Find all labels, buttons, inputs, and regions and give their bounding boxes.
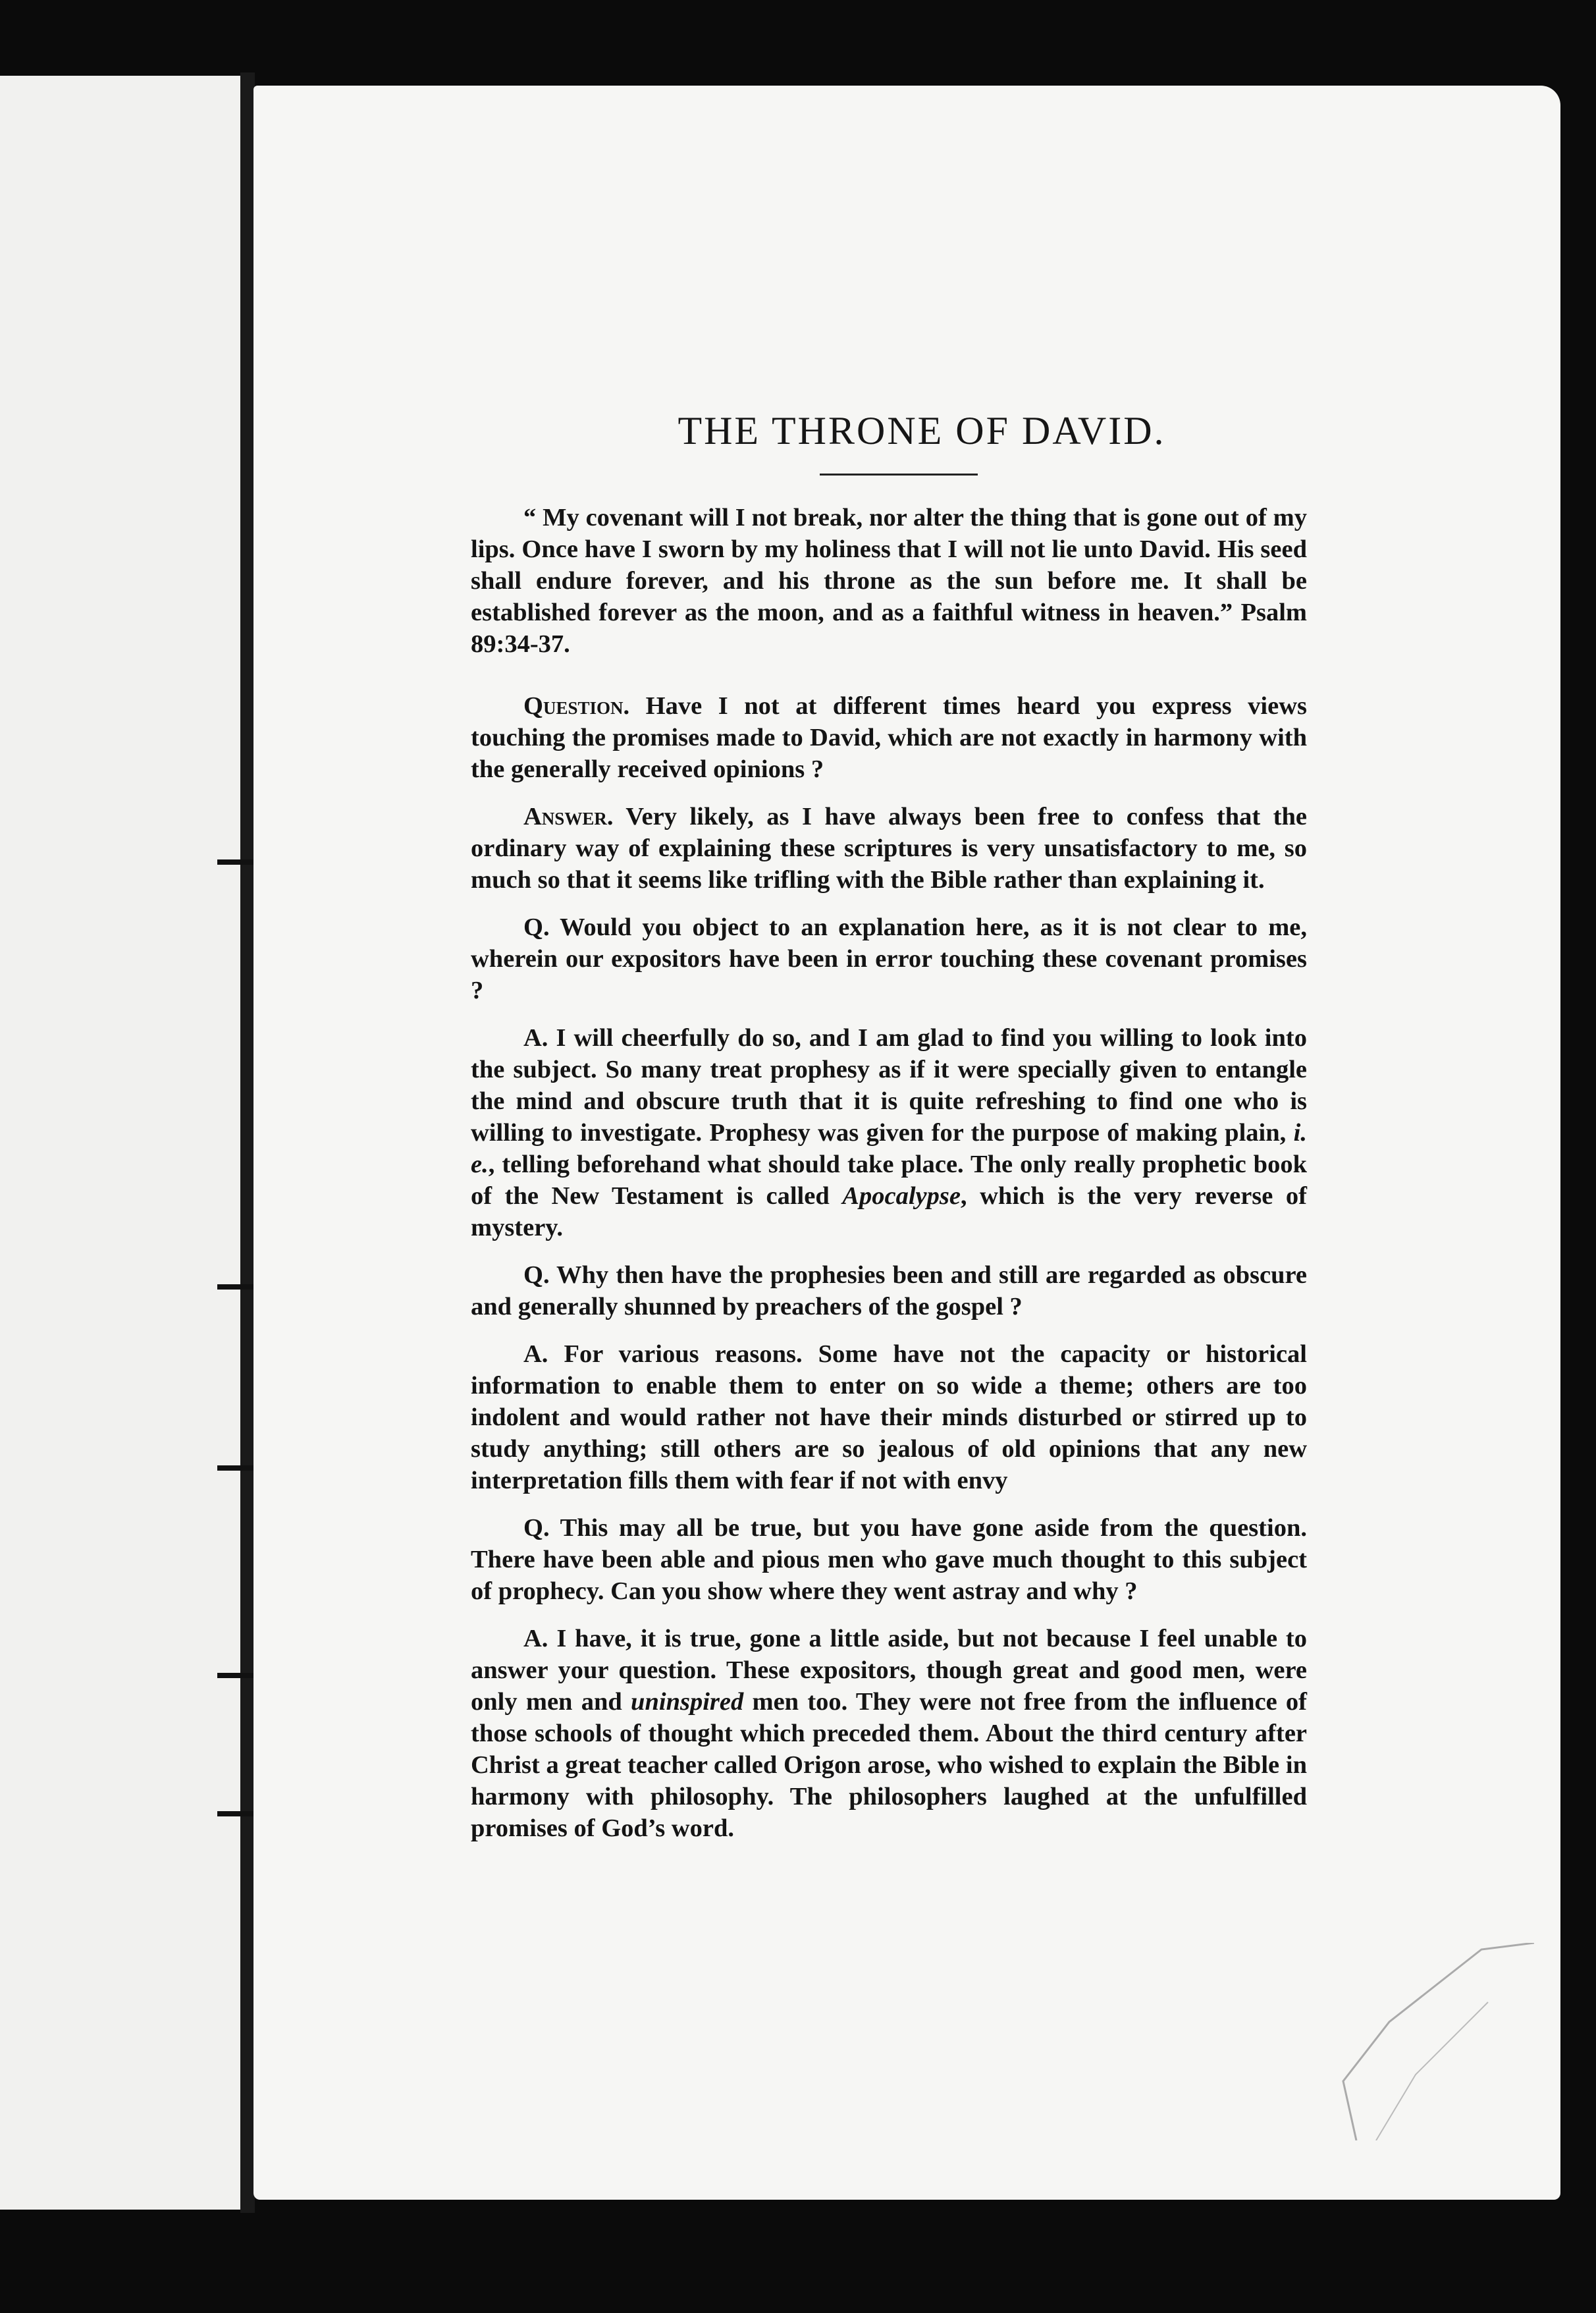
speaker-label: A.: [523, 1625, 548, 1652]
paragraph-answer: [471, 801, 1307, 896]
book-page: [253, 86, 1560, 2200]
paragraph-text: Very likely, as I have always been free to confess that the ordinary way of explaining these scriptures is very unsatisfactory to me, so much so that it seems like trifling with the Bible rather than explaining it.: [471, 803, 1307, 894]
page-title: THE THRONE OF DAVID.: [678, 409, 1166, 452]
paragraph-question: [471, 912, 1307, 1006]
paragraph-answer: [471, 1022, 1307, 1243]
italic-text: i. e.: [471, 1119, 1307, 1178]
speaker-label: Question.: [523, 692, 630, 720]
speaker-label: Answer.: [523, 803, 614, 830]
paragraph-text: I will cheerfully do so, and I am glad to find you willing to look into the subject. So many treat prophesy as if it were specially given to entangle the mind and obscure truth that it is quite refreshing to find one who is willing to investigate. Prophesy was given for the purpose of making plain,: [471, 1024, 1307, 1147]
paragraph-text: men too. They were not free from the influence of those schools of thought which preceded them. About the third century after Christ a great teacher called Origon arose, who wished to explain the Bible in harmony with philosophy. The philosophers laughed at the unfulfilled promises of God’s word.: [471, 1688, 1307, 1842]
paragraph-text: This may all be true, but you have gone aside from the question. There have been able and pious men who gave much thought to this subject of prophecy. Can you show where they went astray and why ?: [471, 1514, 1307, 1605]
paragraph-text: , which is the very reverse of mystery.: [471, 1182, 1307, 1241]
epigraph-quote: “ My covenant will I not break, nor alter the thing that is gone out of my lips. Once have I sworn by my holiness that I will not lie unto David. His seed shall endure forever, and his throne as the sun before me. It shall be established forever as the moon, and as a faithful witness in heaven.” Psalm 89:34-37.: [471, 504, 1307, 658]
paragraph-answer: [471, 1623, 1307, 1844]
paragraph-text: For various reasons. Some have not the capacity or historical information to enable them to enter on so wide a theme; others are too indolent and would rather not have their minds disturbed or stirred up to study anything; still others are so jealous of old opinions that any new interpretation fills them with fear if not with envy: [471, 1340, 1307, 1494]
paragraph-question: [471, 690, 1307, 785]
page-text-block: [471, 408, 1307, 1844]
speaker-label: Q.: [523, 913, 550, 941]
paragraph-answer: [471, 1338, 1307, 1496]
left-page-blank: [0, 76, 245, 2210]
speaker-label: Q.: [523, 1261, 550, 1289]
torn-corner: [1317, 1943, 1534, 2140]
paragraph-question: [471, 1512, 1307, 1607]
book-gutter: [240, 72, 255, 2213]
speaker-label: A.: [523, 1340, 548, 1368]
title-divider: [820, 474, 978, 476]
paragraph-question: [471, 1259, 1307, 1322]
paragraph-text: I have, it is true, gone a little aside, but not because I feel unable to answer your question. These expositors, though great and good men, were only men and: [471, 1625, 1307, 1716]
speaker-label: Q.: [523, 1514, 550, 1542]
speaker-label: A.: [523, 1024, 548, 1052]
paragraph-text: Have I not at different times heard you express views touching the promises made to David, which are not exactly in harmony with the generally received opinions ?: [471, 692, 1307, 783]
paragraph-text: , telling beforehand what should take place. The only really prophetic book of the New Testament is called: [471, 1151, 1307, 1210]
italic-text: uninspired: [631, 1688, 744, 1716]
paragraph-text: Would you object to an explanation here, as it is not clear to me, wherein our expositors have been in error touching these covenant promises ?: [471, 913, 1307, 1004]
paragraph-text: Why then have the prophesies been and still are regarded as obscure and generally shunned by preachers of the gospel ?: [471, 1261, 1307, 1320]
italic-text: Apocalypse: [842, 1182, 961, 1210]
